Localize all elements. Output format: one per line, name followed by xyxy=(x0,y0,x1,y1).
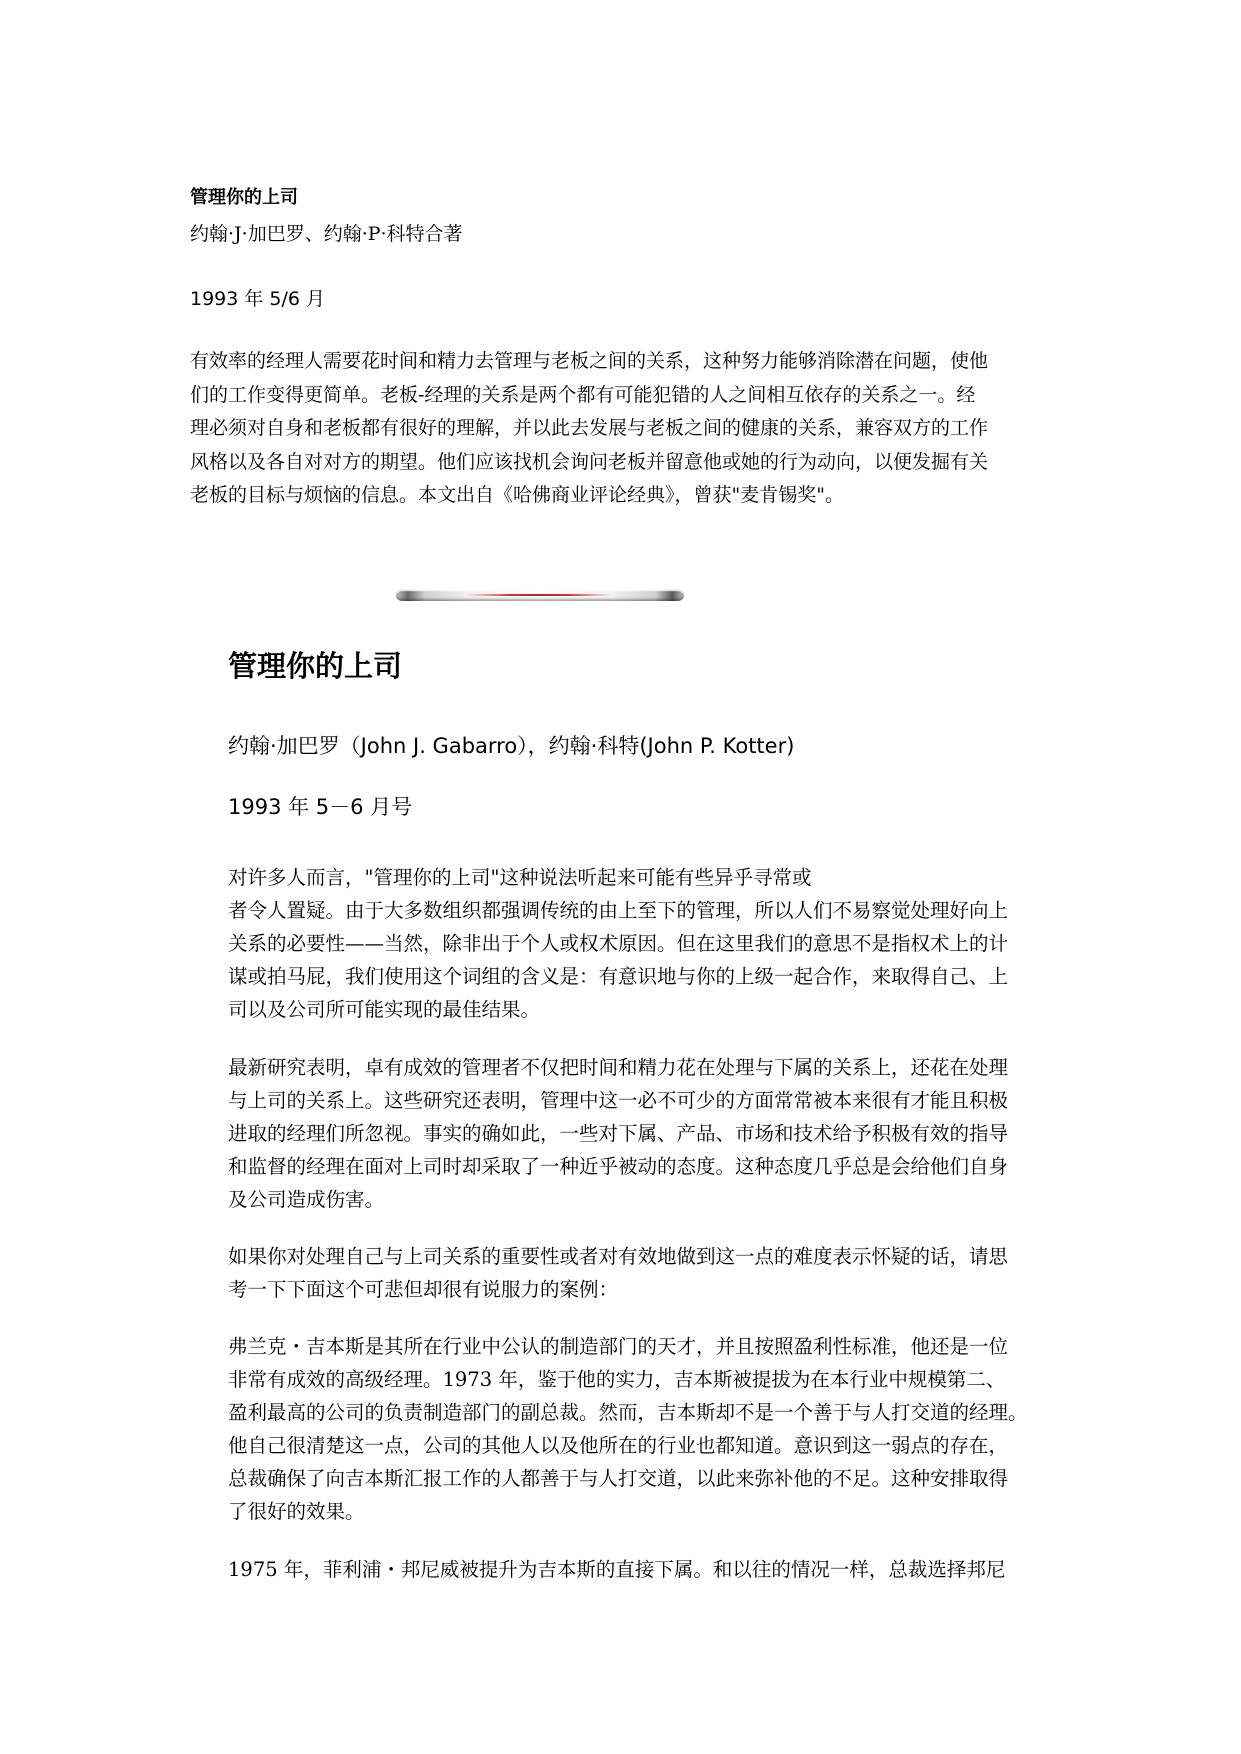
paragraph-line: 总裁确保了向吉本斯汇报工作的人都善于与人打交道，以此来弥补他的不足。这种安排取得 xyxy=(228,1467,1009,1490)
paragraph-line: 非常有成效的高级经理。1973 年，鉴于他的实力，吉本斯被提拔为在本行业中规模第二、 xyxy=(228,1368,1006,1391)
abstract-line: 风格以及各自对对方的期望。他们应该找机会询问老板并留意他或她的行为动向，以便发掘有关 xyxy=(190,450,989,473)
paragraph-line: 了很好的效果。 xyxy=(228,1500,365,1523)
abstract-line: 们的工作变得更简单。老板-经理的关系是两个都有可能犯错的人之间相互依存的关系之一。经 xyxy=(190,383,976,406)
body-paragraph xyxy=(228,1330,1068,1528)
article-title: 管理你的上司 xyxy=(228,649,403,683)
paragraph-line: 考一下下面这个可悲但却很有说服力的案例： xyxy=(228,1278,619,1301)
paragraph-line: 谋或拍马屁，我们使用这个词组的含义是：有意识地与你的上级一起合作，来取得自己、上 xyxy=(228,965,1009,988)
paragraph-line: 及公司造成伤害。 xyxy=(228,1188,385,1211)
header-authors: 约翰·J·加巴罗、约翰·P·科特合著 xyxy=(190,223,463,245)
abstract-line: 有效率的经理人需要花时间和精力去管理与老板之间的关系，这种努力能够消除潜在问题，使他 xyxy=(190,350,989,372)
abstract-paragraph xyxy=(190,345,1060,513)
paragraph-line: 进取的经理们所忽视。事实的确如此，一些对下属、产品、市场和技术给予积极有效的指导 xyxy=(228,1122,1009,1145)
paragraph-line: 他自己很清楚这一点，公司的其他人以及他所在的行业也都知道。意识到这一弱点的存在， xyxy=(228,1434,1009,1457)
abstract-line: 理必须对自身和老板都有很好的理解，并以此去发展与老板之间的健康的关系，兼容双方的工作 xyxy=(190,417,989,439)
header-title: 管理你的上司 xyxy=(190,187,298,208)
paragraph-line: 与上司的关系上。这些研究还表明，管理中这一必不可少的方面常常被本来很有才能且积极 xyxy=(228,1089,1009,1112)
paragraph-line: 司以及公司所可能实现的最佳结果。 xyxy=(228,998,541,1021)
header-date: 1993 年 5/6 月 xyxy=(190,288,326,310)
decorative-divider xyxy=(396,589,684,601)
article-date: 1993 年 5－6 月号 xyxy=(228,795,413,819)
abstract-line: 老板的目标与烦恼的信息。本文出自《哈佛商业评论经典》，曾获"麦肯锡奖"。 xyxy=(190,484,844,506)
paragraph-line: 对许多人而言，"管理你的上司"这种说法听起来可能有些异乎寻常或 xyxy=(228,866,812,889)
paragraph-line: 如果你对处理自己与上司关系的重要性或者对有效地做到这一点的难度表示怀疑的话，请思 xyxy=(228,1245,1009,1268)
body-paragraph xyxy=(228,1051,1068,1216)
paragraph-line: 和监督的经理在面对上司时却采取了一种近乎被动的态度。这种态度几乎总是会给他们自身 xyxy=(228,1155,1009,1178)
article-authors: 约翰·加巴罗（John J. Gabarro），约翰·科特(John P. Kotter) xyxy=(228,734,795,758)
paragraph-line: 盈利最高的公司的负责制造部门的副总裁。然而，吉本斯却不是一个善于与人打交道的经理。 xyxy=(228,1401,1028,1424)
paragraph-line: 者令人置疑。由于大多数组织都强调传统的由上至下的管理，所以人们不易察觉处理好向上 xyxy=(228,899,1009,922)
body-paragraph xyxy=(228,1240,1068,1306)
body-paragraph xyxy=(228,861,1068,1026)
paragraph-line: 1975 年，菲利浦・邦尼威被提升为吉本斯的直接下属。和以往的情况一样，总裁选择邦尼 xyxy=(228,1558,1006,1581)
body-paragraph xyxy=(228,1553,1068,1586)
paragraph-line: 最新研究表明，卓有成效的管理者不仅把时间和精力花在处理与下属的关系上，还花在处理 xyxy=(228,1056,1009,1079)
paragraph-line: 关系的必要性——当然，除非出于个人或权术原因。但在这里我们的意思不是指权术上的计 xyxy=(228,932,1009,955)
paragraph-line: 弗兰克・吉本斯是其所在行业中公认的制造部门的天才，并且按照盈利性标准，他还是一位 xyxy=(228,1335,1009,1358)
divider-red-accent xyxy=(466,594,612,596)
